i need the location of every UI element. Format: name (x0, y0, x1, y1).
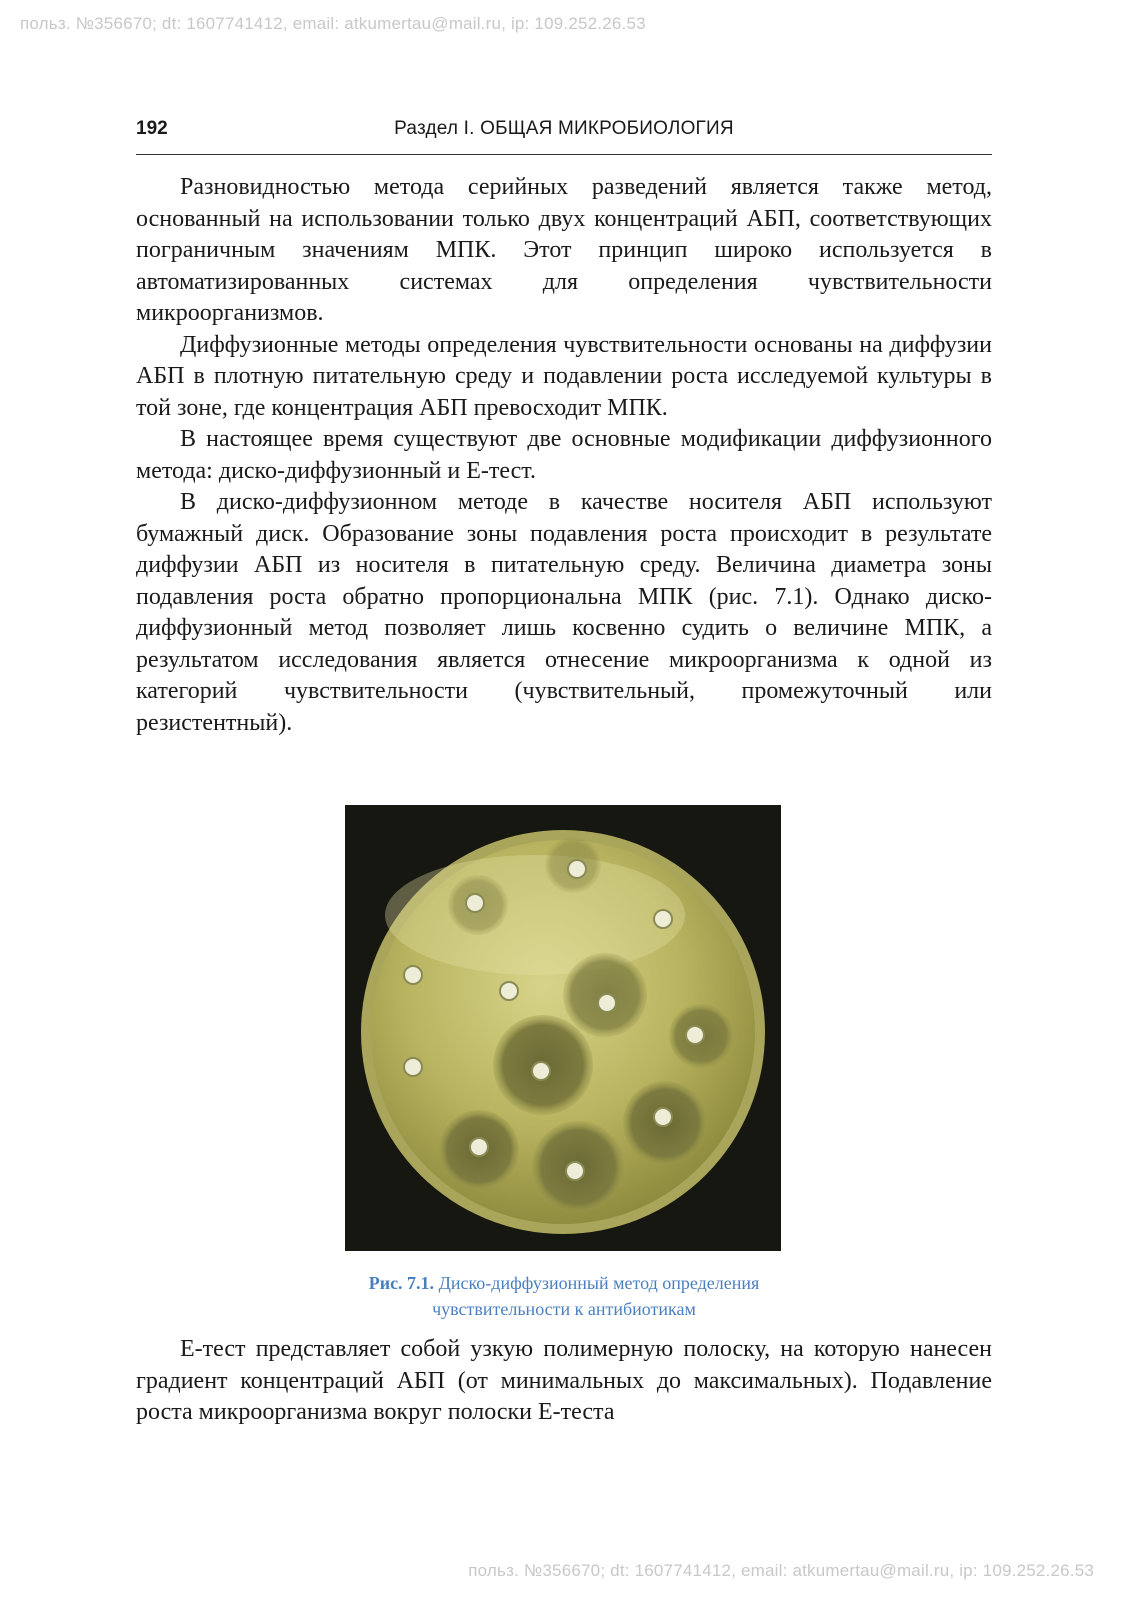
antibiotic-disc (566, 1162, 584, 1180)
paragraph: В диско-диффузионном методе в качестве носителя АБП используют бумажный диск. Образование зоны подавления роста происходит в результате диффузии АБП из носителя в питательную среду. Величина диаметра зоны подавления роста обратно пропорциональна МПК (рис. 7.1). Однако диско-диффузионный метод позволяет лишь косвенно судить о величине МПК, а результатом исследования является отнесение микроорганизма к одной из категорий чувствительности (чувствительный, промежуточный или резистентный). (136, 489, 992, 736)
paragraph: Диффузионные методы определения чувствительности основаны на диффузии АБП в плотную питательную среду и подавлении роста исследуемой культуры в той зоне, где концентрация АБП превосходит МПК. (136, 331, 992, 421)
watermark-bottom: польз. №356670; dt: 1607741412, email: atkumertau@mail.ru, ip: 109.252.26.53 (468, 1561, 1094, 1580)
caption-line-1: Диско-диффузионный метод определения (438, 1273, 760, 1293)
page-header (136, 114, 992, 155)
antibiotic-disc (568, 860, 586, 878)
antibiotic-disc (466, 894, 484, 912)
body-text-top (136, 172, 992, 739)
petri-dish-photo (345, 805, 781, 1251)
antibiotic-disc (654, 1108, 672, 1126)
figure-caption (136, 1270, 992, 1322)
paragraph: Разновидностью метода серийных разведений является также метод, основанный на использовании только двух концентраций АБП, соответствующих пограничным значениям МПК. Этот принцип широко используется в автоматизированных системах для определения чувствительности микроорганизмов. (136, 174, 992, 326)
caption-label: Рис. 7.1. (368, 1273, 435, 1293)
glare (385, 855, 685, 975)
page-number: 192 (136, 118, 168, 139)
antibiotic-disc (532, 1062, 550, 1080)
paragraph: В настоящее время существуют две основные модификации диффузионного метода: диско-диффузионный и Е-тест. (136, 426, 992, 484)
antibiotic-disc (500, 982, 518, 1000)
body-text-bottom (136, 1334, 992, 1429)
antibiotic-disc (598, 994, 616, 1012)
paragraph: Е-тест представляет собой узкую полимерную полоску, на которую нанесен градиент концентраций АБП (от минимальных до максимальных). Подавление роста микроорганизма вокруг полоски Е-теста (136, 1336, 992, 1425)
running-head: Раздел I. ОБЩАЯ МИКРОБИОЛОГИЯ (394, 118, 734, 139)
antibiotic-disc (654, 910, 672, 928)
antibiotic-disc (686, 1026, 704, 1044)
antibiotic-disc (404, 1058, 422, 1076)
petri-dish-illustration (345, 805, 781, 1251)
antibiotic-disc (404, 966, 422, 984)
watermark-top: польз. №356670; dt: 1607741412, email: atkumertau@mail.ru, ip: 109.252.26.53 (20, 14, 646, 33)
antibiotic-disc (470, 1138, 488, 1156)
caption-line-2: чувствительности к антибиотикам (432, 1299, 696, 1319)
